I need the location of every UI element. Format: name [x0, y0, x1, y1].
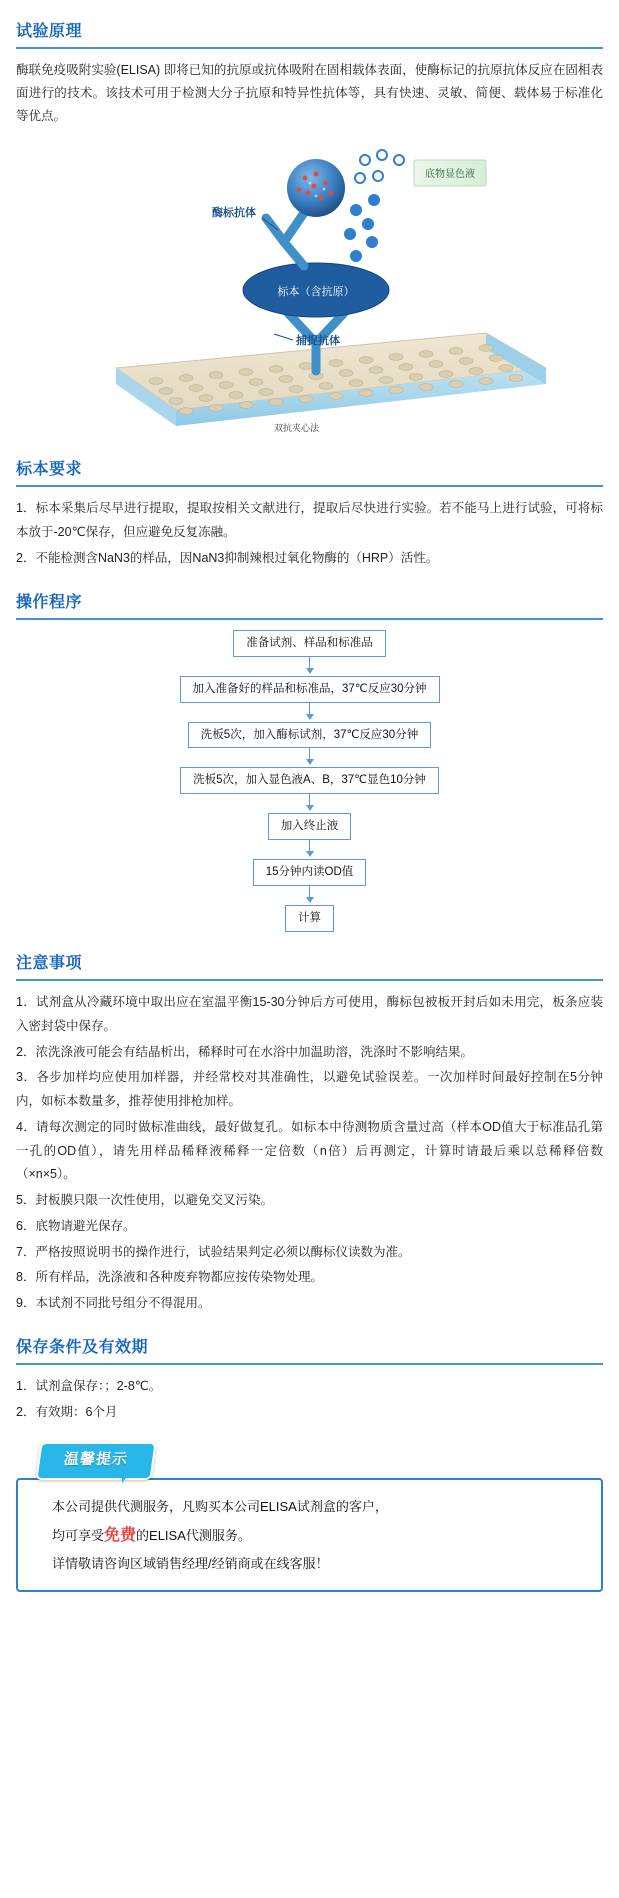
procedure-flowchart [16, 630, 603, 933]
flow-step: 加入准备好的样品和标准品，37℃反应30分钟 [180, 676, 440, 703]
substrate-label: 底物显色液 [425, 169, 475, 181]
specimen-title: 标本要求 [16, 461, 83, 479]
specimen-item: 1．标本采集后尽早进行提取，提取按相关文献进行，提取后尽快进行实验。若不能马上进行试验，可将标本放于-20℃保存，但应避免反复冻融。 [16, 501, 603, 540]
notes-item: 3．各步加样均应使用加样器，并经常校对其准确性，以避免试验误差。一次加样时间最好控制在5分钟内，如标本数量多，推荐使用排枪加样。 [16, 1070, 603, 1109]
notes-item: 9．本试剂不同批号组分不得混用。 [16, 1296, 211, 1311]
elisa-diagram-svg [16, 138, 603, 438]
section-specimen [0, 456, 619, 570]
tip-line-2-suffix: 的ELISA代测服务。 [136, 1527, 251, 1543]
notes-item: 1．试剂盒从冷藏环境中取出应在室温平衡15-30分钟后方可使用，酶标包被板开封后如未用完，板条应装入密封袋中保存。 [16, 995, 603, 1033]
principle-title: 试验原理 [16, 23, 83, 40]
tip-banner [0, 1442, 619, 1592]
principle-rule [16, 47, 603, 49]
tip-line-2-prefix: 均可享受 [52, 1527, 105, 1543]
notes-item: 4．请每次测定的同时做标准曲线，最好做复孔。如标本中待测物质含量过高（样本OD值大于标准品孔第一孔的OD值），请先用样品稀释液稀释一定倍数（n倍）后再测定，计算时请最后乘以总稀释倍数（×n×5）。 [16, 1119, 603, 1182]
section-storage [0, 1334, 619, 1425]
storage-item: 2．有效期：6个月 [16, 1404, 118, 1419]
sample-label: 标本（含抗原） [277, 286, 355, 299]
specimen-list [16, 497, 603, 570]
notes-rule [16, 979, 603, 981]
figure-caption-text: 双抗夹心法 [274, 423, 320, 434]
tip-badge [38, 1442, 158, 1484]
principle-text: 酶联免疫吸附实验(ELISA) 即将已知的抗原或抗体吸附在固相载体表面，使酶标记的抗原抗体反应在固相表面进行的技术。该技术可用于检测大分子抗原和特异性抗体等，具有快速、灵敏、简便、载体易于标准化等优点。 [16, 63, 603, 124]
storage-rule [16, 1363, 603, 1365]
capture-antibody-label: 捕捉抗体 [296, 335, 340, 348]
procedure-title: 操作程序 [16, 593, 83, 611]
tip-badge-tail-icon [122, 1472, 131, 1483]
tip-free-highlight: 免费 [104, 1526, 137, 1544]
section-principle [0, 18, 619, 128]
flow-step: 洗板5次，加入酶标试剂，37℃反应30分钟 [188, 722, 431, 749]
elisa-instruction-page [0, 18, 619, 1612]
flow-step: 准备试剂、样品和标准品 [233, 630, 386, 657]
flow-step: 加入终止液 [268, 813, 352, 840]
notes-list [16, 991, 603, 1316]
specimen-item: 2．不能检测含NaN3的样品，因NaN3抑制辣根过氧化物酶的（HRP）活性。 [16, 550, 439, 565]
notes-title: 注意事项 [16, 955, 83, 973]
notes-item: 7．严格按照说明书的操作进行，试验结果判定必须以酶标仪读数为准。 [16, 1244, 411, 1259]
tip-box [16, 1478, 603, 1592]
tip-line-2 [52, 1520, 581, 1551]
procedure-rule [16, 618, 603, 620]
tip-line-1 [52, 1494, 581, 1519]
storage-list [16, 1375, 603, 1425]
elisa-sandwich-diagram [16, 138, 603, 438]
flow-step: 15分钟内读OD值 [253, 859, 367, 886]
tip-line-1-text: 本公司提供代测服务，凡购买本公司ELISA试剂盒的客户， [52, 1499, 388, 1515]
tip-line-3 [52, 1551, 581, 1576]
flow-step: 洗板5次，加入显色液A、B，37℃显色10分钟 [180, 767, 439, 794]
flow-step: 计算 [285, 905, 334, 932]
notes-item: 5．封板膜只限一次性使用，以避免交叉污染。 [16, 1193, 273, 1208]
enzyme-antibody-label: 酶标抗体 [212, 207, 256, 220]
tip-line-3-text: 详情敬请咨询区域销售经理/经销商或在线客服！ [52, 1555, 329, 1571]
notes-item: 6．底物请避光保存。 [16, 1218, 136, 1233]
section-notes [0, 950, 619, 1316]
storage-title: 保存条件及有效期 [16, 1338, 149, 1356]
section-procedure [0, 589, 619, 933]
specimen-rule [16, 485, 603, 487]
notes-item: 8．所有样品，洗涤液和各种废弃物都应按传染物处理。 [16, 1270, 323, 1285]
storage-item: 1．试剂盒保存：；2-8℃。 [16, 1378, 162, 1393]
tip-badge-label: 温馨提示 [62, 1451, 130, 1469]
notes-item: 2．浓洗涤液可能会有结晶析出，稀释时可在水浴中加温助溶，洗涤时不影响结果。 [16, 1044, 473, 1059]
